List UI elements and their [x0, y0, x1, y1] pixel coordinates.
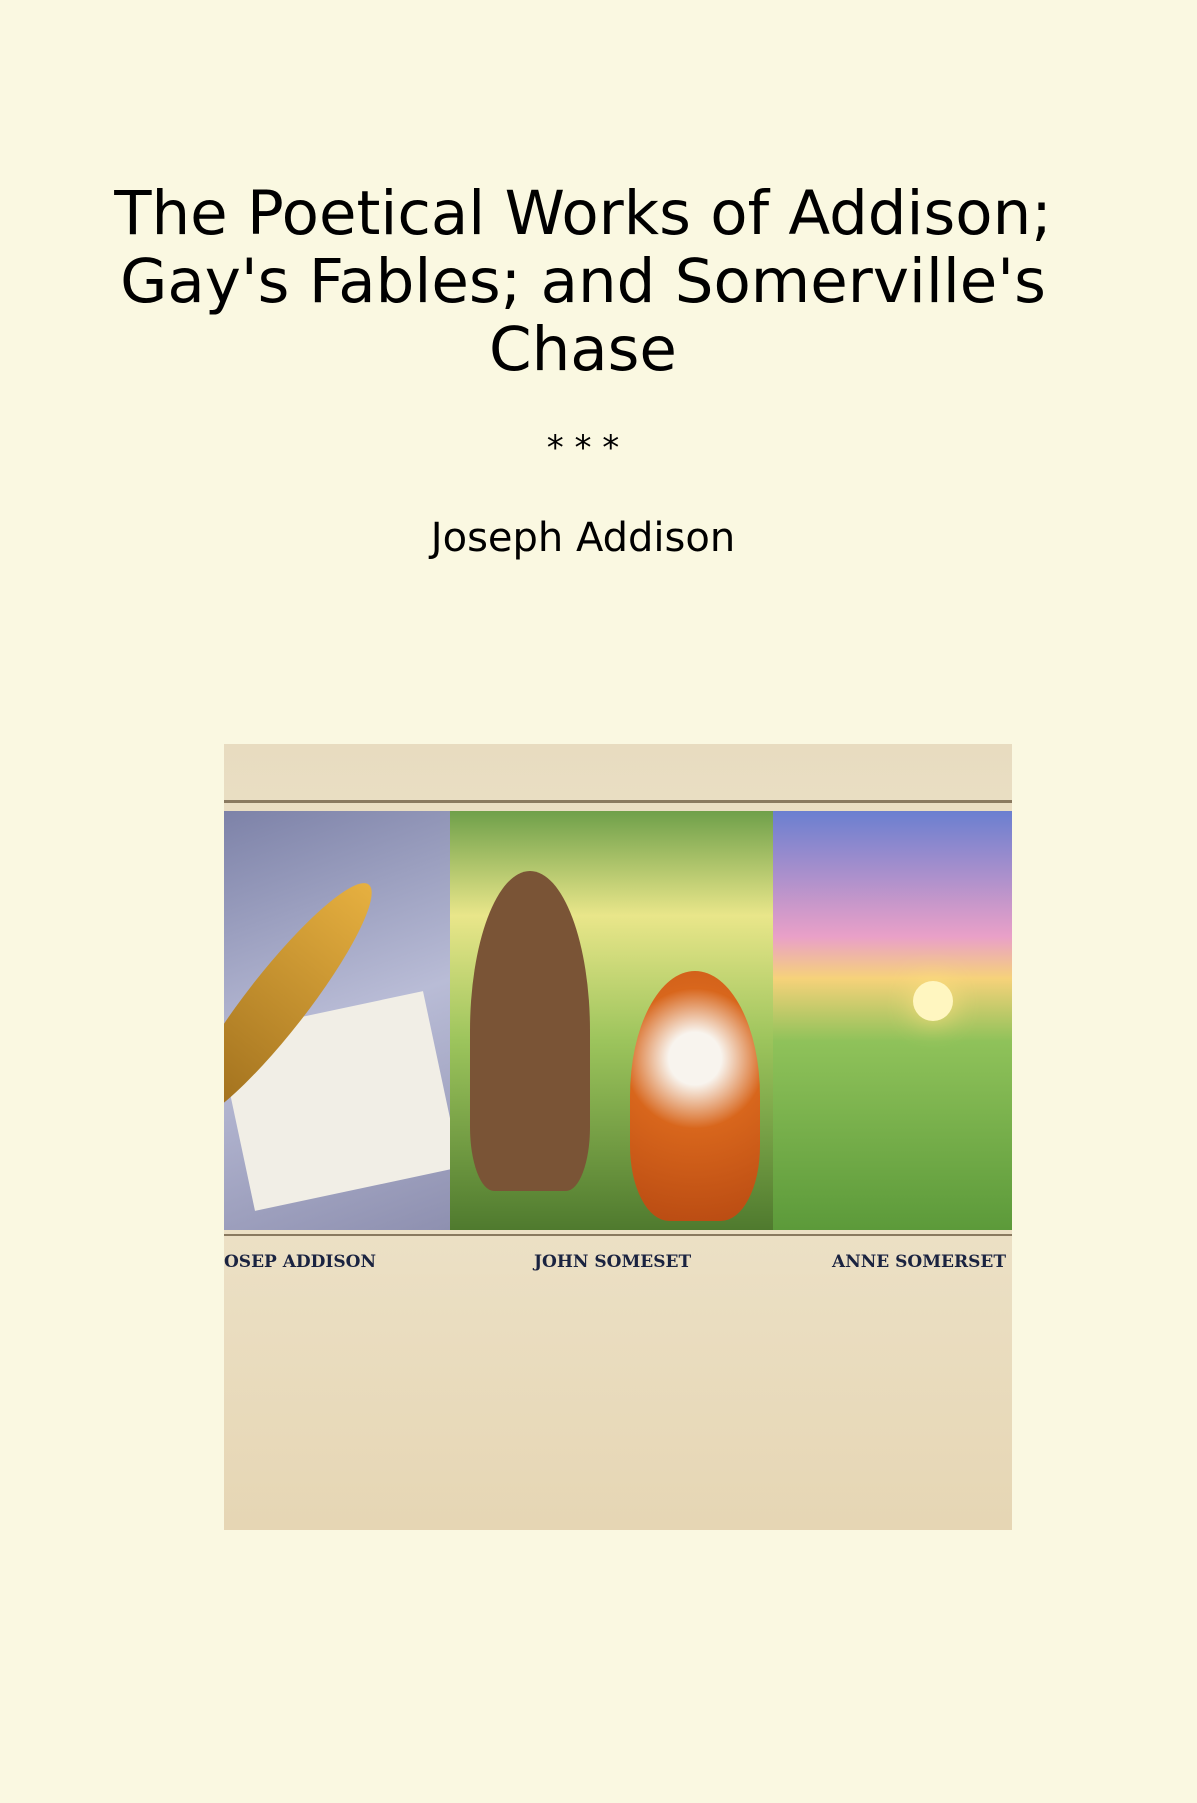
deer-figure	[470, 871, 590, 1191]
caption-right: ANNE SOMERSET	[832, 1252, 1007, 1272]
landscape-panel	[773, 811, 1012, 1230]
divider	[224, 1234, 1012, 1236]
quill-panel	[224, 811, 450, 1230]
deer-fox-panel	[450, 811, 773, 1230]
fox-figure	[630, 971, 760, 1221]
book-author: Joseph Addison	[430, 515, 736, 561]
sun-icon	[913, 981, 953, 1021]
caption-left: OSEP ADDISON	[224, 1252, 376, 1272]
title-line: The Poetical Works of Addison;	[114, 178, 1052, 249]
separator: * * *	[546, 428, 620, 468]
caption-middle: JOHN SOMESET	[534, 1252, 692, 1272]
title-line: Chase	[489, 314, 677, 385]
book-title	[0, 180, 1166, 384]
title-line: Gay's Fables; and Somerville's	[120, 246, 1046, 317]
cover-illustration	[224, 744, 1012, 1530]
divider	[224, 800, 1012, 803]
